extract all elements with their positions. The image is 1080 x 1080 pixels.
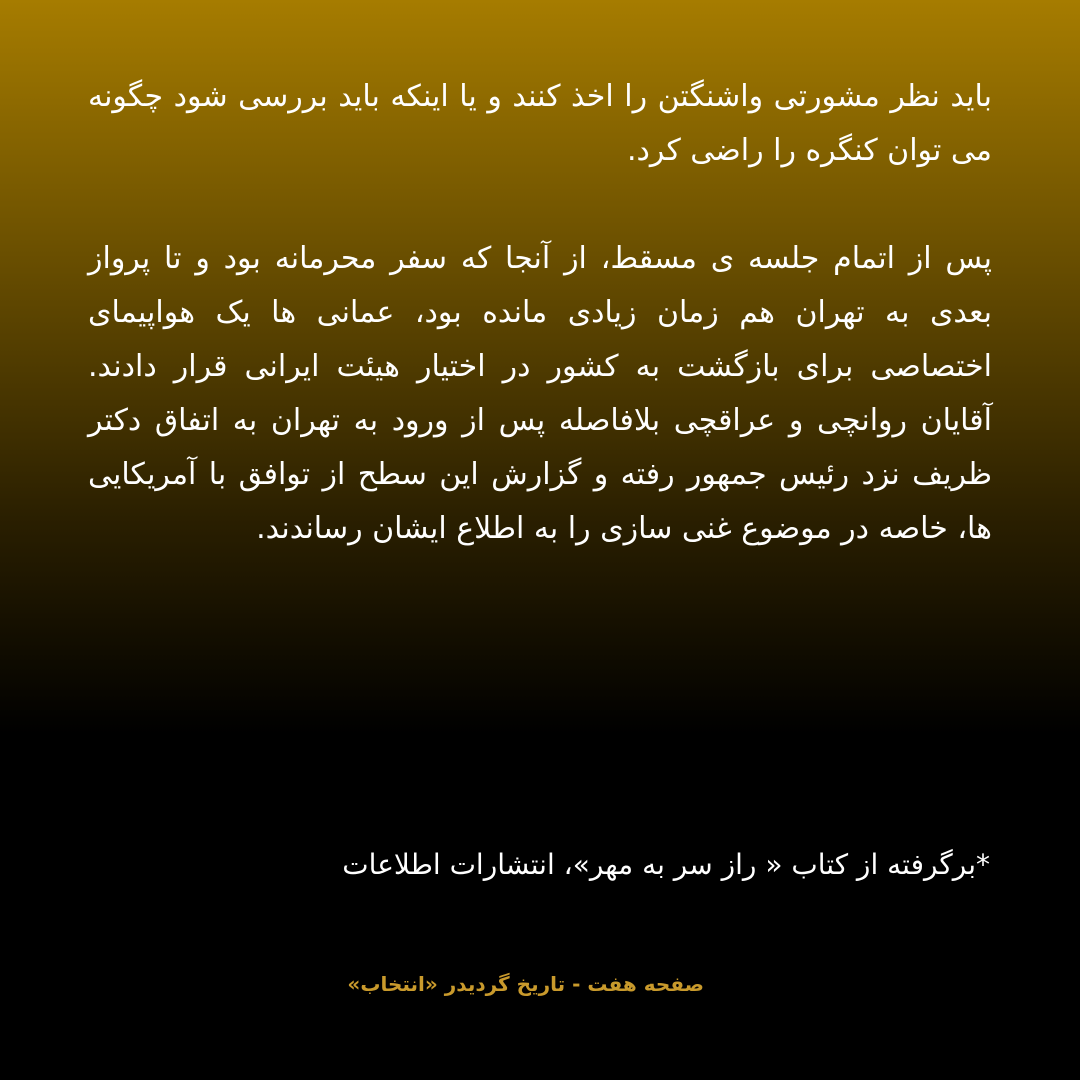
source-note: *برگرفته از کتاب « راز سر به مهر»، انتشارات اطلاعات bbox=[342, 848, 990, 881]
page-footer: صفحه هفت - تاریخ گردیدر «انتخاب» bbox=[347, 972, 704, 996]
paragraph-1: باید نظر مشورتی واشنگتن را اخذ کنند و یا اینکه باید بررسی شود چگونه می توان کنگره را راضی کرد. bbox=[88, 79, 992, 168]
paragraph-2: پس از اتمام جلسه ی مسقط، از آنجا که سفر محرمانه بود و تا پرواز بعدی به تهران هم زمان زیادی مانده بود، عمانی ها یک هواپیمای اختصاصی برای بازگشت به کشور در اختیار هیئت ایرانی قرار دادند. آقایان روانچی و عراقچی بلافاصله پس از ورود به تهران به اتفاق دکتر ظریف نزد رئیس جمهور رفته و گزارش این سطح از توافق با آمریکایی ها، خاصه در موضوع غنی سازی را به اطلاع ایشان رساندند. bbox=[88, 241, 992, 546]
